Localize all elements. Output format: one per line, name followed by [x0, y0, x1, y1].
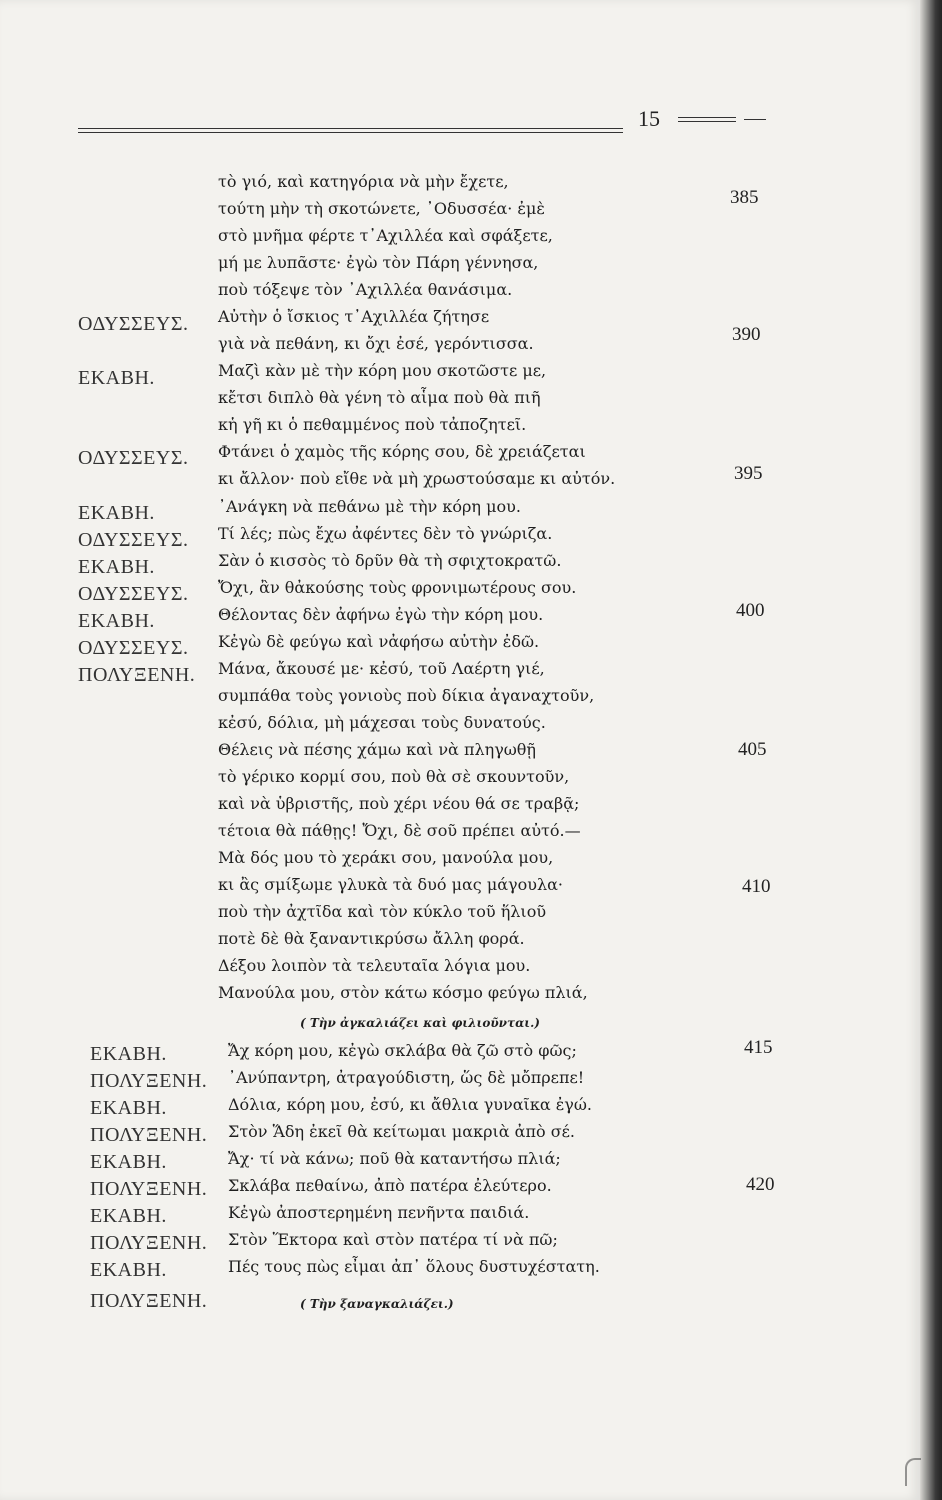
verse-line: μή με λυπᾶστε· ἐγὼ τὸν Πάρη γέννησα,	[218, 253, 539, 272]
line-number: 420	[746, 1174, 775, 1195]
verse-line: Πές τους πὼς εἶμαι ἀπ᾿ ὅλους δυστυχέστατη.	[228, 1257, 600, 1276]
header-rule	[78, 132, 623, 133]
speaker-label: ΕΚΑΒΗ.	[78, 556, 155, 578]
line-number: 405	[738, 739, 767, 760]
speaker-label: ΕΚΑΒΗ.	[90, 1097, 167, 1119]
verse-line: κἡ γῆ κι ὁ πεθαμμένος ποὺ τἀποζητεῖ.	[218, 415, 527, 434]
speaker-label: ΕΚΑΒΗ.	[78, 502, 155, 524]
verse-line: ποὺ τὴν ἀχτῖδα καὶ τὸν κύκλο τοῦ ἥλιοῦ	[218, 902, 547, 921]
page-edge-shadow	[920, 0, 942, 1500]
speaker-label: ΕΚΑΒΗ.	[90, 1151, 167, 1173]
verse-line: τὸ γιό, καὶ κατηγόρια νὰ μὴν ἔχετε,	[218, 172, 509, 191]
verse-line: κἐσύ, δόλια, μὴ μάχεσαι τοὺς δυνατούς.	[218, 713, 546, 732]
verse-line: Σὰν ὁ κισσὸς τὸ δρῦν θὰ τὴ σφιχτοκρατῶ.	[218, 551, 562, 570]
verse-line: ᾿Ανύπαντρη, ἀτραγούδιστη, ὥς δὲ μὄπρεπε!	[228, 1068, 585, 1087]
speaker-label: ΠΟΛΥΞΕΝΗ.	[90, 1124, 208, 1146]
verse-line: Θέλεις νὰ πέσης χάμω καὶ νὰ πληγωθῇ	[218, 740, 537, 759]
speaker-label: ΟΔΥΣΣΕΥΣ.	[78, 637, 189, 659]
speaker-label: ΟΔΥΣΣΕΥΣ.	[78, 313, 189, 335]
verse-line: Σκλάβα πεθαίνω, ἀπὸ πατέρα ἐλεύτερο.	[228, 1176, 552, 1195]
speaker-label: ΕΚΑΒΗ.	[78, 367, 155, 389]
header-rule	[678, 117, 736, 118]
speaker-label: ΠΟΛΥΞΕΝΗ.	[90, 1232, 208, 1254]
verse-line: Στὸν Ἕκτορα καὶ στὸν πατέρα τί νὰ πῶ;	[228, 1230, 558, 1249]
verse-line: ᾿Ανάγκη νὰ πεθάνω μὲ τὴν κόρη μου.	[218, 497, 521, 516]
page-number: 15	[638, 106, 660, 131]
verse-line: Δόλια, κόρη μου, ἐσύ, κι ἄθλια γυναῖκα ἐγώ.	[228, 1095, 592, 1114]
speaker-label: ΕΚΑΒΗ.	[90, 1043, 167, 1065]
speaker-label: ΠΟΛΥΞΕΝΗ.	[78, 664, 196, 686]
page-header	[78, 100, 768, 140]
verse-line: τέτοια θὰ πάθῃς! Ὄχι, δὲ σοῦ πρέπει αὐτό.—	[218, 821, 581, 840]
verse-line: κι ἂς σμίξωμε γλυκὰ τὰ δυό μας μάγουλα·	[218, 875, 563, 894]
header-rule	[678, 121, 736, 122]
verse-line: Μανούλα μου, στὸν κάτω κόσμο φεύγω πλιά,	[218, 983, 588, 1002]
header-rule	[744, 119, 766, 120]
page-corner-mark	[905, 1458, 921, 1486]
verse-line: κι ἄλλον· ποὺ εἴθε νὰ μὴ χρωστούσαμε κι αὐτόν.	[218, 469, 616, 488]
verse-line: Κἐγὼ δὲ φεύγω καὶ νἀφήσω αὐτὴν ἐδῶ.	[218, 632, 540, 651]
verse-line: στὸ μνῆμα φέρτε τ᾿Αχιλλέα καὶ σφάξετε,	[218, 226, 553, 245]
verse-line: Δέξου λοιπὸν τὰ τελευταῖα λόγια μου.	[218, 956, 531, 975]
line-number: 400	[736, 600, 765, 621]
verse-line: Ἄχ· τί νὰ κάνω; ποῦ θὰ καταντήσω πλιά;	[228, 1149, 561, 1168]
verse-line: Μαζὶ κὰν μὲ τὴν κόρη μου σκοτῶστε με,	[218, 361, 547, 380]
header-rule	[78, 128, 623, 129]
verse-line: ποτὲ δὲ θὰ ξαναντικρύσω ἄλλη φορά.	[218, 929, 525, 948]
speaker-label: ΠΟΛΥΞΕΝΗ.	[90, 1290, 208, 1312]
speaker-label: ΟΔΥΣΣΕΥΣ.	[78, 529, 189, 551]
stage-direction: ( Τὴν ξαναγκαλιάζει.)	[300, 1297, 454, 1311]
line-number: 395	[734, 463, 763, 484]
verse-line: Θέλοντας δὲν ἀφήνω ἐγὼ τὴν κόρη μου.	[218, 605, 544, 624]
line-number: 415	[744, 1037, 773, 1058]
speaker-label: ΕΚΑΒΗ.	[90, 1205, 167, 1227]
speaker-label: ΕΚΑΒΗ.	[90, 1259, 167, 1281]
speaker-label: ΟΔΥΣΣΕΥΣ.	[78, 583, 189, 605]
line-number: 390	[732, 324, 761, 345]
stage-direction: ( Τὴν ἀγκαλιάζει καὶ φιλιοῦνται.)	[300, 1016, 540, 1030]
verse-line: Κἐγὼ ἀποστερημένη πενῆντα παιδιά.	[228, 1203, 530, 1222]
verse-line: ποὺ τόξεψε τὸν ᾿Αχιλλέα θανάσιμα.	[218, 280, 513, 299]
speaker-label: ΕΚΑΒΗ.	[78, 610, 155, 632]
speaker-label: ΟΔΥΣΣΕΥΣ.	[78, 447, 189, 469]
verse-line: καὶ νὰ ὑβριστῆς, ποὺ χέρι νέου θά σε τραβᾷ;	[218, 794, 580, 813]
verse-line: Τί λές; πὼς ἔχω ἀφέντες δὲν τὸ γνώριζα.	[218, 524, 553, 543]
speaker-label: ΠΟΛΥΞΕΝΗ.	[90, 1070, 208, 1092]
verse-line: Ἄχ κόρη μου, κἐγὼ σκλάβα θὰ ζῶ στὸ φῶς;	[228, 1041, 577, 1060]
verse-line: τὸ γέρικο κορμί σου, ποὺ θὰ σὲ σκουντοῦν,	[218, 767, 570, 786]
verse-line: γιὰ νὰ πεθάνη, κι ὄχι ἐσέ, γερόντισσα.	[218, 334, 534, 353]
verse-line: Φτάνει ὁ χαμὸς τῆς κόρης σου, δὲ χρειάζεται	[218, 442, 586, 461]
verse-line: κἔτσι διπλὸ θὰ γένη τὸ αἷμα ποὺ θὰ πιῆ	[218, 388, 541, 407]
verse-line: τούτη μὴν τὴ σκοτώνετε, ᾿Οδυσσέα· ἐμὲ	[218, 199, 545, 218]
verse-line: Μὰ δός μου τὸ χεράκι σου, μανούλα μου,	[218, 848, 554, 867]
verse-line: Ὄχι, ἂν θἀκούσης τοὺς φρονιμωτέρους σου.	[218, 578, 577, 597]
speaker-label: ΠΟΛΥΞΕΝΗ.	[90, 1178, 208, 1200]
verse-line: Μάνα, ἄκουσέ με· κἐσύ, τοῦ Λαέρτη γιέ,	[218, 659, 545, 678]
line-number: 410	[742, 876, 771, 897]
verse-line: Αὐτὴν ὁ ἴσκιος τ᾿Αχιλλέα ζήτησε	[218, 307, 490, 326]
verse-line: Στὸν Ἅδη ἐκεῖ θὰ κείτωμαι μακριὰ ἀπὸ σέ.	[228, 1122, 576, 1141]
verse-line: συμπάθα τοὺς γονιοὺς ποὺ δίκια ἀγαναχτοῦν,	[218, 686, 595, 705]
line-number: 385	[730, 187, 759, 208]
